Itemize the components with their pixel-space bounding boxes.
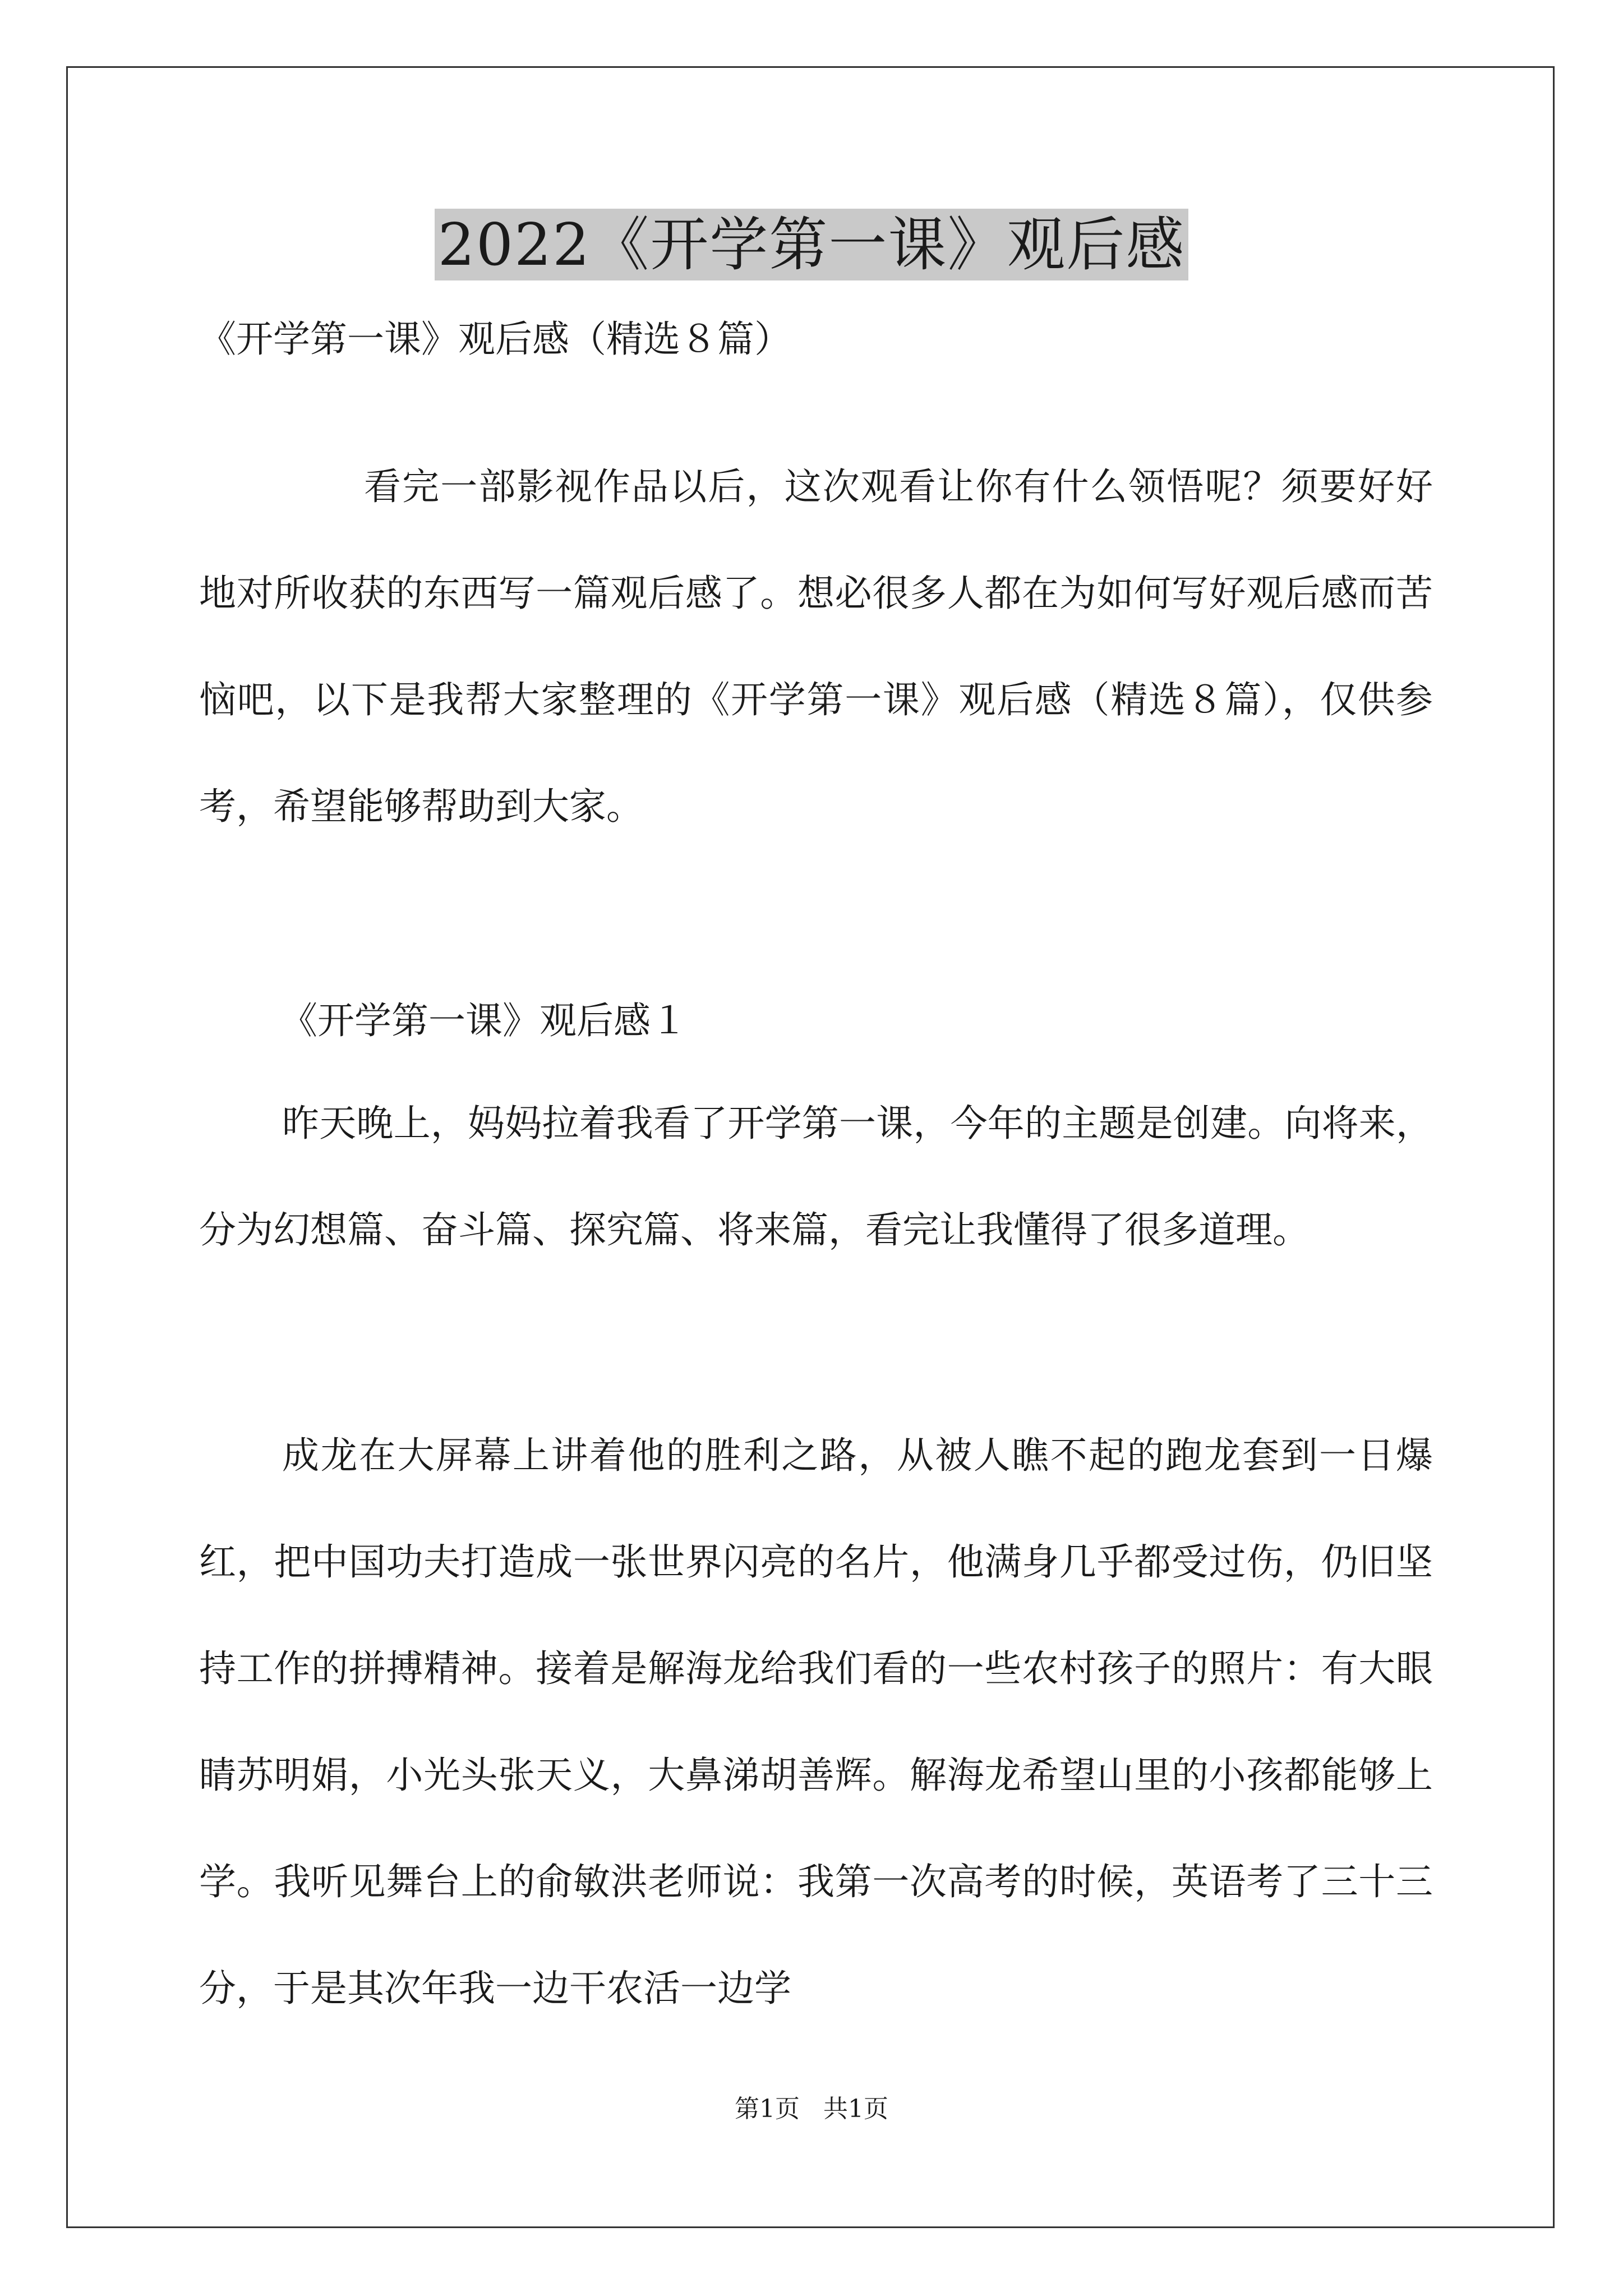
intro-paragraph: 看完一部影视作品以后，这次观看让你有什么领悟呢？须要好好地对所收获的东西写一篇观后感了。想必很多人都在为如何写好观后感而苦恼吧，以下是我帮大家整理的《开学第一课》观后感（精选８篇），仅供参考，希望能够帮助到大家。	[199, 465, 1433, 828]
title-container	[0, 209, 1623, 280]
body-paragraph-2: 成龙在大屏幕上讲着他的胜利之路，从被人瞧不起的跑龙套到一日爆红，把中国功夫打造成一张世界闪亮的名片，他满身几乎都受过伤，仍旧坚持工作的拼搏精神。接着是解海龙给我们看的一些农村孩子的照片：有大眼睛苏明娟，小光头张天义，大鼻涕胡善辉。解海龙希望山里的小孩都能够上学。我听见舞台上的俞敏洪老师说：我第一次高考的时候，英语考了三十三分，于是其次年我一边干农活一边学	[199, 1434, 1433, 2010]
page-footer: 第1页 共1页	[735, 2095, 888, 2123]
document-title: 2022《开学第一课》观后感	[435, 209, 1189, 280]
document-subtitle: 《开学第一课》观后感（精选８篇）	[199, 318, 791, 361]
body-paragraph-1: 昨天晚上，妈妈拉着我看了开学第一课，今年的主题是创建。向将来，分为幻想篇、奋斗篇、探究篇、将来篇，看完让我懂得了很多道理。	[199, 1102, 1433, 1251]
section-heading: 《开学第一课》观后感１	[280, 999, 688, 1042]
